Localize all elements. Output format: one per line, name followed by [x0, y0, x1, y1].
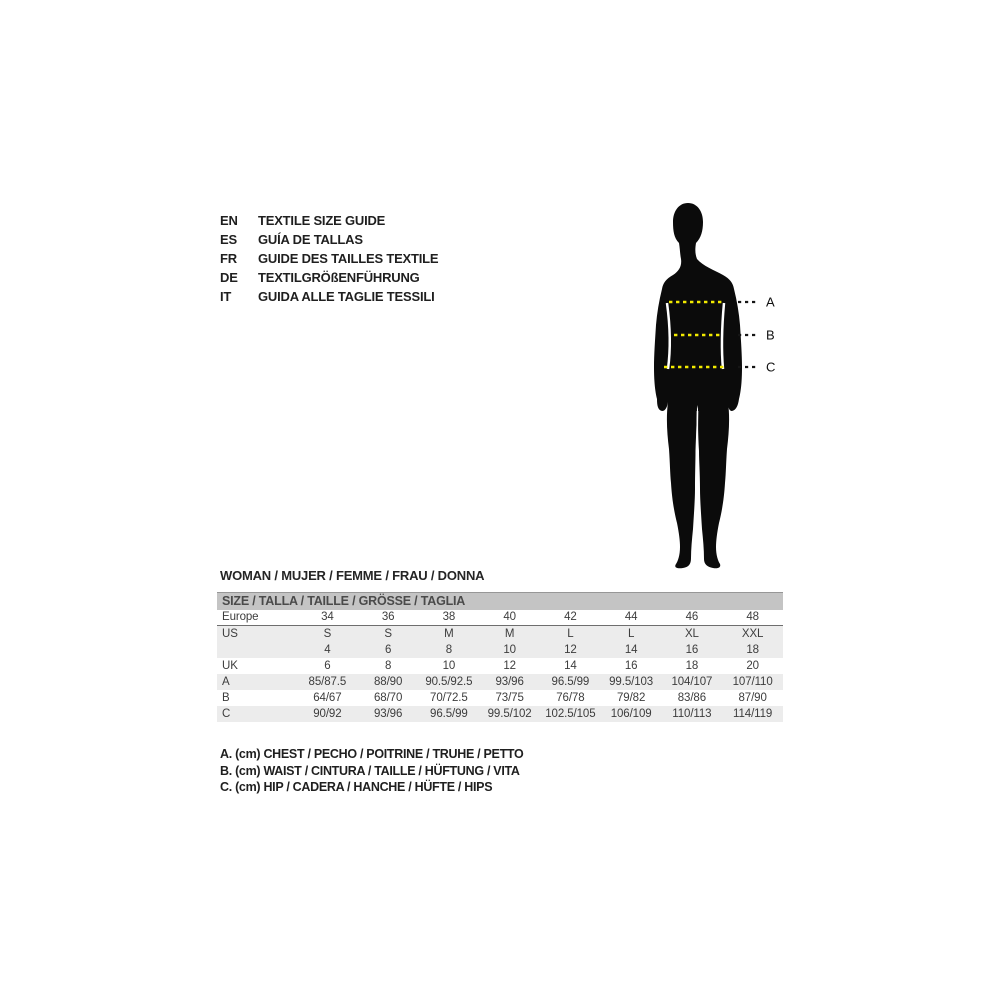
size-table-cell: 42	[564, 611, 577, 623]
size-table-cell: S	[323, 628, 332, 640]
size-table-cell: XL	[684, 628, 699, 640]
legend-line-waist: B. (cm) WAIST / CINTURA / TAILLE / HÜFTUNG / VITA	[220, 763, 520, 778]
size-table-cell: 90.5/92.5	[425, 676, 473, 688]
size-table-cell: 20	[746, 660, 759, 672]
size-table-cell: 12	[503, 660, 516, 672]
size-table-cell: 79/82	[616, 692, 646, 704]
size-table-cell: 8	[445, 644, 453, 656]
lang-row-fr	[220, 249, 438, 268]
size-table-cell: 104/107	[671, 676, 713, 688]
size-table-cell: L	[567, 628, 574, 640]
size-table-cell: 38	[442, 611, 456, 623]
silhouette-body	[654, 203, 742, 568]
lang-row-en	[220, 211, 438, 230]
size-table-cell: 40	[503, 611, 516, 623]
size-table-cell: 102.5/105	[545, 708, 596, 720]
size-table-cell: 34	[321, 611, 334, 623]
size-table-cell: 76/78	[556, 692, 585, 704]
lang-label: GUÍA DE TALLAS	[258, 232, 363, 247]
lang-label: GUIDE DES TAILLES TEXTILE	[258, 251, 439, 266]
section-title: WOMAN / MUJER / FEMME / FRAU / DONNA	[220, 568, 485, 583]
language-title-list	[220, 211, 438, 306]
woman-silhouette-icon	[640, 195, 790, 575]
legend-line-hip: C. (cm) HIP / CADERA / HANCHE / HÜFTE / HIPS	[220, 780, 493, 794]
measurement-figure	[640, 195, 790, 575]
size-table-cell: 83/86	[677, 692, 707, 704]
size-table-cell: 8	[384, 660, 392, 672]
size-table-row	[217, 610, 783, 626]
size-table-cell: 64/67	[313, 692, 342, 704]
size-table-cell: 99.5/103	[609, 676, 654, 688]
size-table-cell: 110/113	[672, 708, 712, 720]
size-table-cell: 96.5/99	[551, 676, 590, 688]
lang-code: FR	[220, 251, 237, 266]
size-table-cell: 18	[746, 644, 759, 656]
size-table-row	[217, 626, 783, 642]
size-table-row-label: A	[222, 676, 230, 688]
size-table-cell: 10	[442, 660, 456, 672]
lang-row-it	[220, 287, 438, 306]
size-table-cell: M	[504, 628, 515, 640]
size-table-cell: 96.5/99	[430, 708, 468, 720]
size-table-row-label: UK	[222, 660, 238, 672]
size-table-cell: 46	[685, 611, 699, 623]
size-table-cell: 6	[324, 660, 331, 672]
measure-label-b: B	[766, 327, 775, 343]
size-table-cell: 85/87.5	[308, 676, 347, 688]
lang-code: EN	[220, 213, 238, 228]
size-table-cell: 18	[685, 660, 699, 672]
size-table-cell: 48	[746, 611, 759, 623]
size-table-cell: 107/110	[732, 676, 773, 688]
size-table-cell: 12	[564, 644, 577, 656]
lang-label: TEXTILE SIZE GUIDE	[258, 213, 386, 228]
size-table-row	[217, 642, 783, 658]
size-table-cell: 114/119	[733, 708, 773, 720]
size-table-row-label: Europe	[222, 611, 259, 623]
size-table-cell: 93/96	[373, 708, 403, 720]
size-table-cell: 90/92	[313, 708, 342, 720]
lang-code: IT	[220, 289, 232, 304]
lang-row-de	[220, 268, 438, 287]
lang-code: DE	[220, 270, 238, 285]
size-table-cell: 6	[384, 644, 392, 656]
lang-code: ES	[220, 232, 237, 247]
size-table-cell: 16	[685, 644, 699, 656]
size-table-cell: 73/75	[495, 692, 524, 704]
size-table-cell: 70/72.5	[430, 692, 468, 704]
size-table-row	[217, 706, 783, 722]
lang-row-es	[220, 230, 438, 249]
size-table-cell: 106/109	[610, 708, 652, 720]
size-table	[217, 592, 783, 722]
size-table-row	[217, 690, 783, 706]
size-table-cell: 4	[324, 644, 331, 656]
legend-line-chest: A. (cm) CHEST / PECHO / POITRINE / TRUHE / PETTO	[220, 747, 524, 761]
size-table-cell: 14	[564, 660, 577, 672]
size-table-cell: 36	[381, 611, 395, 623]
size-table-row-label: B	[222, 692, 230, 704]
measure-label-c: C	[766, 359, 776, 375]
size-table-cell: 93/96	[495, 676, 524, 688]
size-table-cell: L	[627, 628, 635, 640]
size-table-cell: 88/90	[373, 676, 403, 688]
feet-notch	[694, 557, 699, 571]
size-table-cell: S	[384, 628, 392, 640]
size-table-row	[217, 658, 783, 674]
size-table-row-label: C	[222, 708, 231, 720]
size-table-rows	[217, 610, 783, 722]
size-table-cell: 16	[624, 660, 638, 672]
lang-label: TEXTILGRÖßENFÜHRUNG	[258, 270, 420, 285]
measure-label-a: A	[766, 294, 775, 310]
size-table-cell: XXL	[741, 628, 764, 640]
size-table-cell: 68/70	[373, 692, 403, 704]
size-table-header: SIZE / TALLA / TAILLE / GRÖSSE / TAGLIA	[217, 592, 783, 610]
size-table-row	[217, 674, 783, 690]
size-table-cell: 99.5/102	[487, 708, 532, 720]
measurement-legend	[220, 746, 523, 796]
size-table-cell: 14	[624, 644, 638, 656]
size-table-cell: M	[444, 628, 454, 640]
lang-label: GUIDA ALLE TAGLIE TESSILI	[258, 289, 435, 304]
size-table-cell: 10	[503, 644, 516, 656]
size-table-row-label: US	[222, 628, 238, 640]
size-table-cell: 87/90	[738, 692, 767, 704]
size-table-cell: 44	[624, 611, 638, 623]
size-table-row-label	[217, 642, 297, 658]
